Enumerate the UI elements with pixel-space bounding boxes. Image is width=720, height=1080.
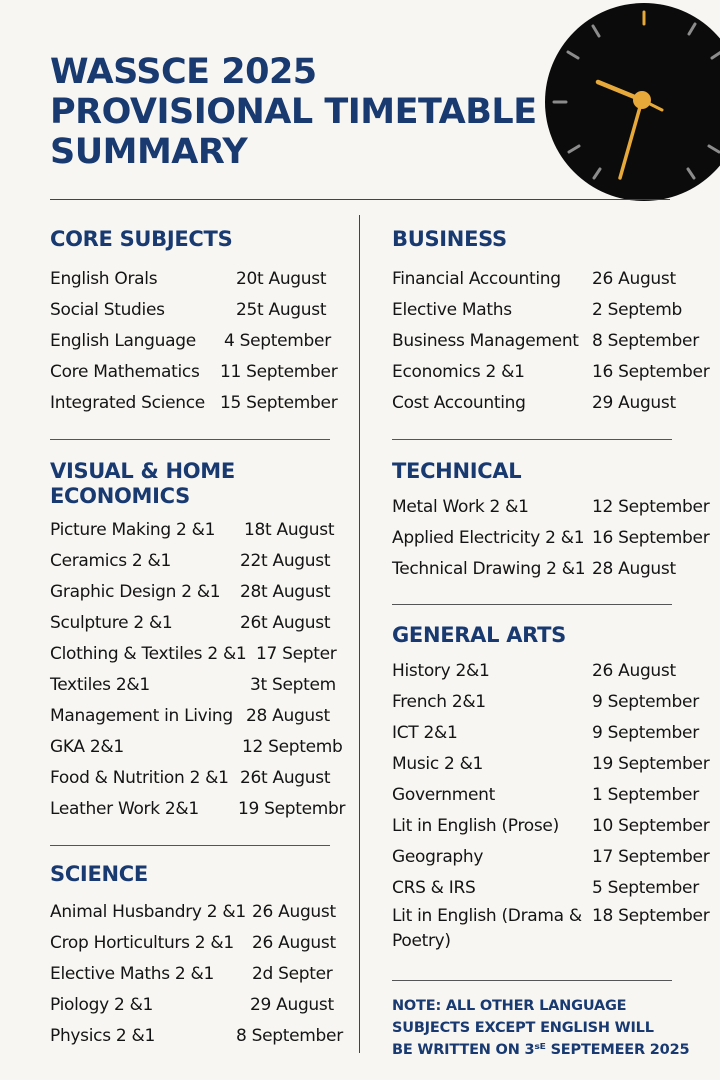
section-heading: BUSINESS (392, 227, 507, 251)
exam-date: 2d Septer (252, 964, 333, 984)
list-item (50, 959, 340, 990)
subject-name: Geography (392, 847, 484, 867)
exam-date: 12 Septemb (242, 737, 343, 757)
technical-list (392, 492, 712, 585)
subject-name: Piology 2 &1 (50, 995, 154, 1015)
exam-date: 26t August (240, 768, 331, 788)
exam-date: 2 Septemb (592, 300, 683, 320)
exam-date: 18 September (592, 906, 710, 926)
list-item (50, 701, 340, 732)
subject-name: French 2&1 (392, 692, 486, 712)
list-item (392, 842, 712, 873)
subject-name: Ceramics 2 &1 (50, 551, 172, 571)
science-list (50, 897, 343, 1052)
subject-name: Crop Horticulturs 2 &1 (50, 933, 234, 953)
section-heading: SCIENCE (50, 862, 148, 886)
section-core-subjects (50, 227, 340, 419)
section-heading: CORE SUBJECTS (50, 227, 233, 251)
title-divider (50, 199, 670, 200)
core-subjects-list (50, 264, 340, 419)
subject-name: Leather Work 2&1 (50, 799, 199, 819)
list-item (50, 732, 343, 763)
exam-date: 4 September (224, 331, 331, 351)
subject-name: Graphic Design 2 &1 (50, 582, 221, 602)
clock-icon (544, 2, 720, 202)
title-line-1: WASSCE 2025 (50, 52, 317, 92)
list-item (392, 492, 712, 523)
exam-date: 28t August (240, 582, 331, 602)
list-item (392, 388, 712, 419)
list-item (50, 577, 340, 608)
list-item (392, 687, 712, 718)
note-line-1: NOTE: ALL OTHER LANGUAGE (392, 998, 627, 1014)
list-item (392, 780, 712, 811)
note-line-2: SUBJECTS EXCEPT ENGLISH WILL (392, 1020, 654, 1036)
subject-name: Music 2 &1 (392, 754, 484, 774)
list-item (50, 388, 340, 419)
visual-home-economics-list (50, 515, 346, 825)
title-line-2: PROVISIONAL TIMETABLE (50, 92, 537, 132)
list-item (50, 990, 340, 1021)
subject-name: Animal Husbandry 2 &1 (50, 902, 246, 922)
subject-name: Core Mathematics (50, 362, 200, 382)
language-subjects-note (392, 995, 702, 1061)
list-item (392, 656, 712, 687)
subject-name: Elective Maths 2 &1 (50, 964, 214, 984)
exam-date: 18t August (244, 520, 335, 540)
subject-name: History 2&1 (392, 661, 490, 681)
exam-date: 16 September (592, 528, 710, 548)
subject-name: Lit in English (Drama & Poetry) (392, 906, 582, 951)
subject-name: Economics 2 &1 (392, 362, 525, 382)
section-divider (392, 980, 672, 981)
exam-date: 8 September (236, 1026, 343, 1046)
list-item (50, 326, 340, 357)
section-divider (50, 439, 330, 440)
list-item (50, 1021, 343, 1052)
section-heading-line-1: VISUAL & HOME (50, 459, 235, 483)
subject-name: Applied Electricity 2 &1 (392, 528, 585, 548)
subject-name: CRS & IRS (392, 878, 476, 898)
list-item (392, 554, 712, 585)
subject-name: Financial Accounting (392, 269, 561, 289)
subject-name: ICT 2&1 (392, 723, 458, 743)
exam-date: 12 September (592, 497, 710, 517)
list-item (50, 357, 340, 388)
list-item (50, 670, 340, 701)
section-heading (50, 459, 340, 509)
exam-date: 26 August (592, 661, 676, 681)
exam-date: 22t August (240, 551, 331, 571)
exam-date: 15 September (220, 393, 338, 413)
list-item (392, 357, 712, 388)
section-divider (392, 604, 672, 605)
exam-date: 26t August (240, 613, 331, 633)
exam-date: 20t August (236, 269, 327, 289)
subject-name: Technical Drawing 2 &1 (392, 559, 586, 579)
list-item (392, 264, 712, 295)
list-item (392, 904, 712, 960)
exam-date: 28 August (246, 706, 330, 726)
exam-date: 17 September (592, 847, 710, 867)
exam-date: 29 August (250, 995, 334, 1015)
section-visual-home-economics (50, 459, 346, 825)
list-item (392, 811, 712, 842)
title-line-3: SUMMARY (50, 132, 248, 172)
list-item (50, 763, 340, 794)
subject-name: Physics 2 &1 (50, 1026, 155, 1046)
section-heading-line-2: ECONOMICS (50, 484, 190, 508)
column-divider (359, 215, 360, 1053)
subject-name: Sculpture 2 &1 (50, 613, 173, 633)
subject-name: Textiles 2&1 (50, 675, 150, 695)
subject-name: Elective Maths (392, 300, 512, 320)
exam-date: 19 September (592, 754, 710, 774)
left-column (50, 222, 346, 1052)
general-arts-list (392, 656, 712, 960)
section-general-arts (392, 623, 712, 960)
subject-name: Business Management (392, 331, 579, 351)
list-item (392, 718, 712, 749)
clock-center (633, 91, 651, 109)
subject-name: Cost Accounting (392, 393, 526, 413)
subject-name: English Language (50, 331, 196, 351)
exam-date: 16 September (592, 362, 710, 382)
exam-date: 26 August (252, 933, 336, 953)
list-item (50, 515, 340, 546)
subject-name: Management in Living (50, 706, 233, 726)
exam-date: 17 Septer (256, 644, 337, 664)
subject-name: Integrated Science (50, 393, 205, 413)
section-heading: GENERAL ARTS (392, 623, 566, 647)
exam-date: 19 Septembr (238, 799, 346, 819)
page-title (50, 52, 570, 172)
exam-date: 5 September (592, 878, 699, 898)
list-item (50, 639, 340, 670)
right-column (392, 222, 712, 1061)
business-list (392, 264, 712, 419)
section-divider (392, 439, 672, 440)
list-item (50, 264, 340, 295)
list-item (50, 794, 346, 825)
subject-name: English Orals (50, 269, 158, 289)
section-divider (50, 845, 330, 846)
section-science (50, 862, 343, 1052)
section-heading: TECHNICAL (392, 459, 522, 483)
list-item (50, 546, 340, 577)
list-item (392, 326, 712, 357)
list-item (392, 295, 712, 326)
exam-date: 28 August (592, 559, 676, 579)
section-business (392, 227, 712, 419)
subject-name: Picture Making 2 &1 (50, 520, 216, 540)
subject-name: Metal Work 2 &1 (392, 497, 529, 517)
exam-date: 8 September (592, 331, 699, 351)
subject-name: Food & Nutrition 2 &1 (50, 768, 229, 788)
subject-name: Clothing & Textiles 2 &1 (50, 644, 247, 664)
exam-date: 10 September (592, 816, 710, 836)
exam-date: 11 September (220, 362, 338, 382)
exam-date: 9 September (592, 723, 699, 743)
exam-date: 3t Septem (250, 675, 336, 695)
list-item (50, 928, 340, 959)
exam-date: 9 September (592, 692, 699, 712)
exam-date: 26 August (252, 902, 336, 922)
exam-date: 29 August (592, 393, 676, 413)
section-technical (392, 459, 712, 585)
exam-date: 26 August (592, 269, 676, 289)
subject-name: GKA 2&1 (50, 737, 124, 757)
subject-name: Lit in English (Prose) (392, 816, 559, 836)
list-item (392, 523, 712, 554)
list-item (50, 897, 340, 928)
list-item (50, 608, 340, 639)
list-item (392, 749, 712, 780)
exam-date: 25t August (236, 300, 327, 320)
list-item (50, 295, 340, 326)
subject-name: Social Studies (50, 300, 165, 320)
note-line-3: BE WRITTEN ON 3ˢᴱ SEPTEMEER 2025 (392, 1042, 690, 1058)
exam-date: 1 September (592, 785, 699, 805)
list-item (392, 873, 712, 904)
subject-name: Government (392, 785, 496, 805)
